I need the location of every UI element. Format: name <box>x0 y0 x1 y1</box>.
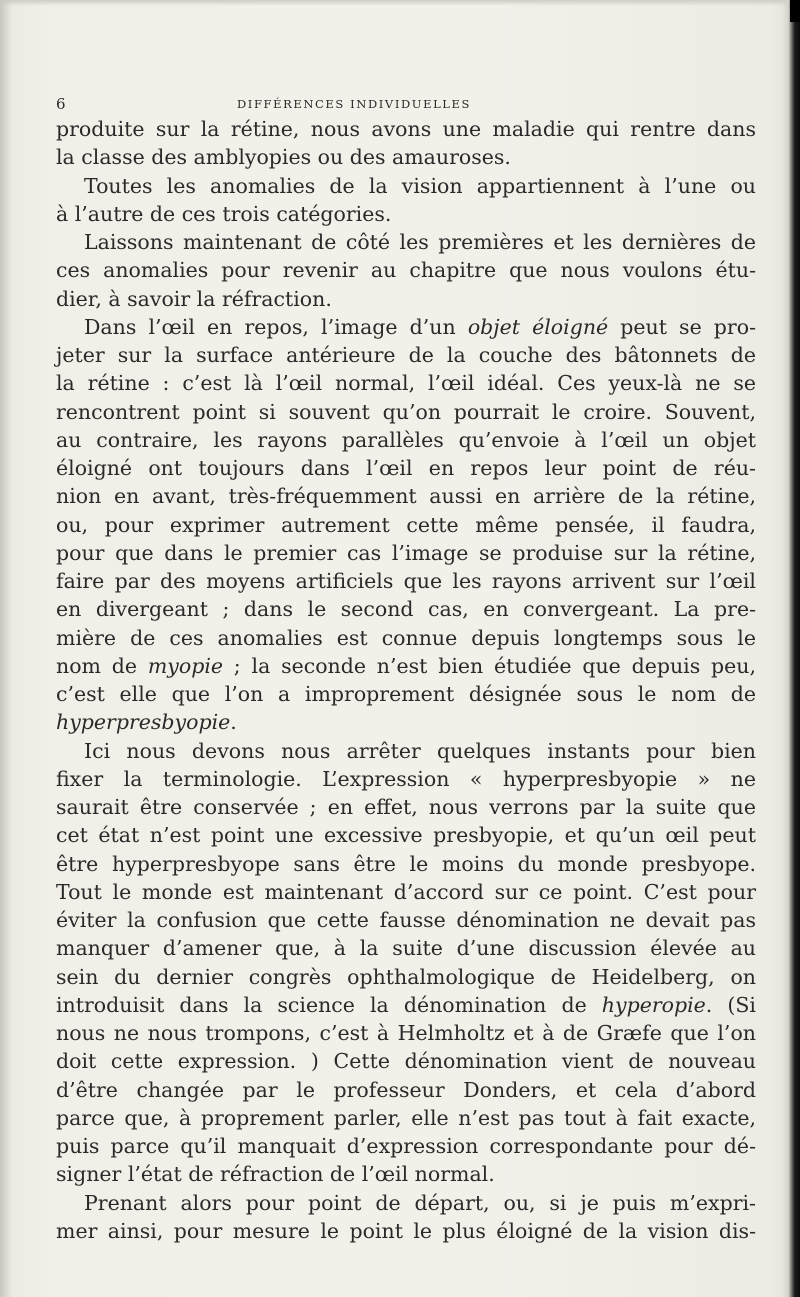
text-line: éloigné ont toujours dans l’œil en repos leur point de réu- <box>56 456 756 480</box>
text-line: la classe des amblyopies ou des amauroses. <box>56 145 511 170</box>
text-line: mer ainsi, pour mesure le point le plus éloigné de la vision dis- <box>56 1218 756 1243</box>
text-line: rencontrent point si souvent qu’on pourrait le croire. Souvent, <box>56 399 756 424</box>
text-line: cet état n’est point une excessive presbyopie, et qu’un œil peut <box>56 823 756 848</box>
text-line: être hyperpresbyope sans être le moins du monde presbyope. <box>56 851 756 876</box>
text-line: jeter sur la surface antérieure de la couche des bâtonnets de <box>56 343 756 367</box>
text-line: signer l’état de réfraction de l’œil normal. <box>56 1162 495 1187</box>
text-line: nom de myopie ; la seconde n’est bien étudiée que depuis peu, <box>56 653 756 678</box>
text-line: doit cette expression. ) Cette dénomination vient de nouveau <box>56 1049 756 1074</box>
page-top-shadow <box>0 0 800 6</box>
text-line: nion en avant, très-fréquemment aussi en arrière de la rétine, <box>56 484 756 509</box>
page-number: 6 <box>56 95 66 113</box>
paragraph-start-line: Dans l’œil en repos, l’image d’un objet éloigné peut se pro- <box>84 314 756 339</box>
text-line: en divergeant ; dans le second cas, en convergeant. La pre- <box>56 597 756 622</box>
text-line: produite sur la rétine, nous avons une maladie qui rentre dans <box>56 117 756 141</box>
text-line: sein du dernier congrès ophthalmologique de Heidelberg, on <box>56 964 756 989</box>
page-edge-shadow <box>782 0 800 1297</box>
text-line: introduisit dans la science la dénomination de hyperopie. (Si <box>56 992 756 1017</box>
italic-term: objet éloigné <box>467 314 609 339</box>
text-line: pour que dans le premier cas l’image se produise sur la rétine, <box>56 540 756 565</box>
text-line: hyperpresbyopie. <box>56 710 237 735</box>
text-line: dier, à savoir la réfraction. <box>56 286 332 311</box>
text-line: au contraire, les rayons parallèles qu’envoie à l’œil un objet <box>56 427 756 452</box>
text-line: saurait être conservée ; en effet, nous verrons par la suite que <box>56 795 756 819</box>
paragraph-start-line: Toutes les anomalies de la vision appartiennent à l’une ou <box>84 173 756 198</box>
text-line: ces anomalies pour revenir au chapitre que nous voulons étu- <box>56 258 756 283</box>
italic-term: hyperopie <box>601 992 706 1017</box>
text-line: puis parce qu’il manquait d’expression correspondante pour dé- <box>56 1134 756 1158</box>
text-line: manquer d’amener que, à la suite d’une discussion élevée au <box>56 936 756 961</box>
paragraph-start-line: Prenant alors pour point de départ, ou, si je puis m’expri- <box>84 1190 756 1215</box>
running-head <box>56 94 756 114</box>
text-line: à l’autre de ces trois catégories. <box>56 201 392 226</box>
text-line: éviter la confusion que cette fausse dénomination ne devait pas <box>56 908 756 932</box>
text-line: c’est elle que l’on a improprement désignée sous le nom de <box>56 682 756 706</box>
italic-term: hyperpresbyopie <box>56 710 231 735</box>
text-line: nous ne nous trompons, c’est à Helmholtz et à de Græfe que l’on <box>56 1021 756 1045</box>
text-line: fixer la terminologie. L’expression « hyperpresbyopie » ne <box>56 766 756 791</box>
text-line: ou, pour exprimer autrement cette même pensée, il faudra, <box>56 512 756 537</box>
paragraph-start-line: Laissons maintenant de côté les premières et les dernières de <box>84 230 756 254</box>
text-line: la rétine : c’est là l’œil normal, l’œil idéal. Ces yeux-là ne se <box>56 371 756 396</box>
body-text <box>56 115 756 1245</box>
paragraph-start-line: Ici nous devons nous arrêter quelques instants pour bien <box>84 738 756 763</box>
binding-shadow <box>0 0 12 1297</box>
italic-term: myopie <box>147 653 224 678</box>
page-corner-dark <box>790 0 800 22</box>
running-title: DIFFÉRENCES INDIVIDUELLES <box>236 97 472 111</box>
text-line: faire par des moyens artificiels que les rayons arrivent sur l’œil <box>56 569 756 593</box>
text-line: mière de ces anomalies est connue depuis longtemps sous le <box>56 625 756 650</box>
text-line: parce que, à proprement parler, elle n’est pas tout à fait exacte, <box>56 1105 756 1130</box>
text-line: d’être changée par le professeur Donders, et cela d’abord <box>56 1077 756 1102</box>
text-line: Tout le monde est maintenant d’accord sur ce point. C’est pour <box>56 879 756 904</box>
